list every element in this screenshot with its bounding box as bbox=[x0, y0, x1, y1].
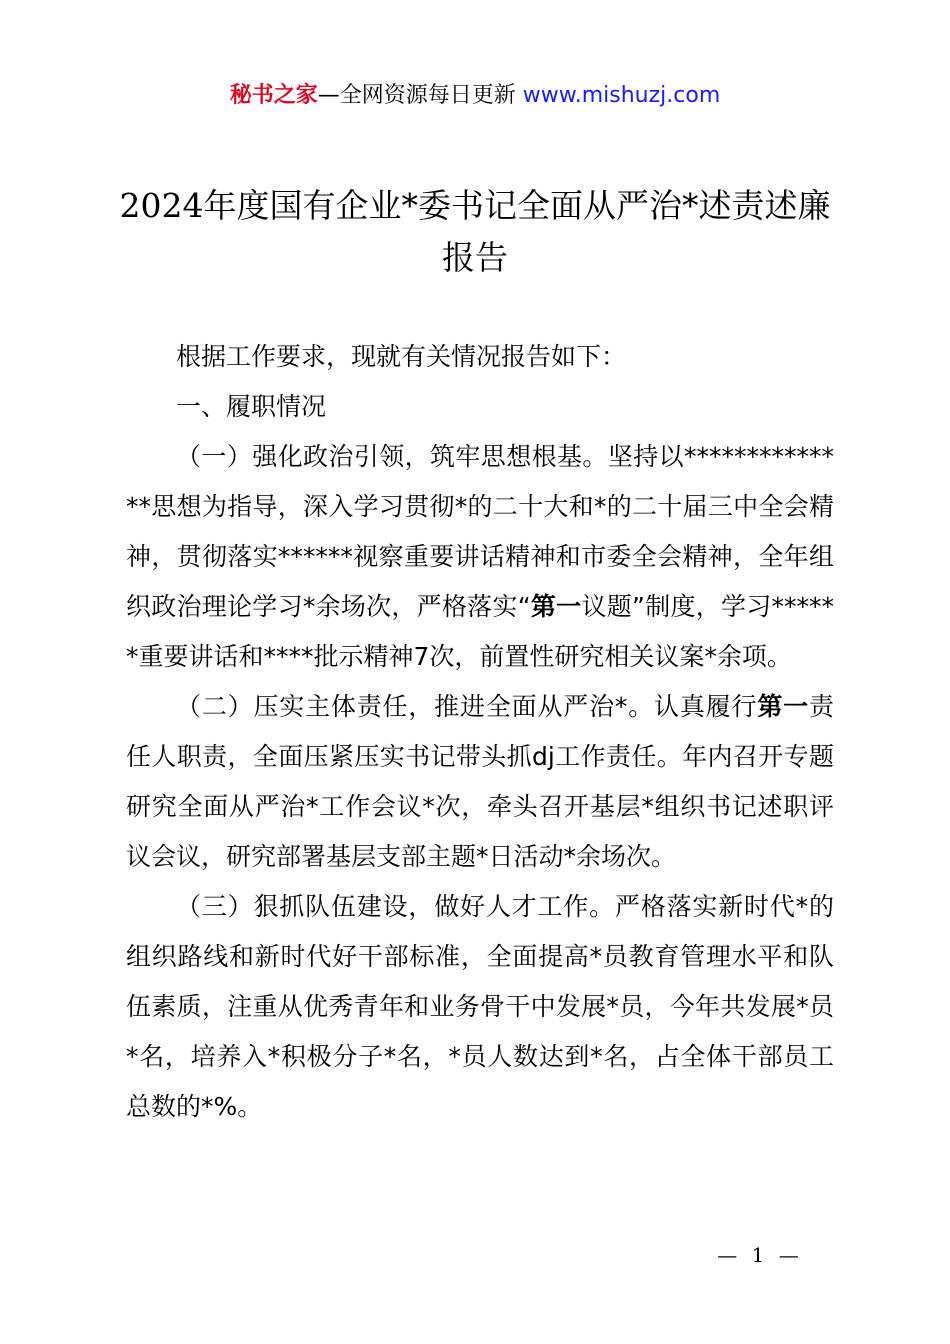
document-title: 2024年度国有企业*委书记全面从严治*述责述廉报告 bbox=[119, 186, 831, 277]
page-number: — 1 — bbox=[717, 1243, 803, 1267]
document-body bbox=[126, 332, 834, 1132]
site-url-link[interactable]: www.mishuzj.com bbox=[522, 83, 721, 108]
intro-paragraph: 根据工作要求，现就有关情况报告如下： bbox=[176, 342, 627, 371]
bold-emphasis: 第一 bbox=[757, 692, 809, 721]
paragraph-text-part: 责任人职责，全面压紧压实书记带头抓dj工作责任。年内召开专题研究全面从严治*工作会议*次，牵头召开基层*组织书记述职评议会议，研究部署基层支部主题*日活动*余场次。 bbox=[126, 692, 834, 871]
paragraph-text-part: （一）强化政治引领，筑牢思想根基。坚持以**************思想为指导，深入学习贯彻*的二十大和*的二十届三中全会精神，贯彻落实******视察重要讲话精神和市委全会精神，全年组织政治理论学习*余场次，严格落实“ bbox=[126, 442, 834, 621]
section-heading: 一、履职情况 bbox=[176, 392, 327, 421]
body-paragraph-1 bbox=[126, 432, 834, 682]
site-tagline: —全网资源每日更新 bbox=[317, 83, 523, 108]
bold-emphasis: 第一 bbox=[530, 592, 582, 621]
paragraph-text-part: 议题”制度，学习******重要讲话和****批示精神7次，前置性研究相关议案*余项。 bbox=[126, 592, 835, 671]
site-brand: 秘书之家 bbox=[229, 83, 318, 108]
paragraph-text-part: （二）压实主体责任，推进全面从严治*。认真履行 bbox=[176, 692, 758, 721]
body-paragraph-3: （三）狠抓队伍建设，做好人才工作。严格落实新时代*的组织路线和新时代好干部标准，全面提高*员教育管理水平和队伍素质，注重从优秀青年和业务骨干中发展*员，今年共发展*员*名，培养入*积极分子*名，*员人数达到*名，占全体干部员工总数的*%。 bbox=[126, 892, 834, 1121]
site-banner bbox=[0, 80, 950, 112]
body-paragraph-2 bbox=[126, 682, 834, 882]
